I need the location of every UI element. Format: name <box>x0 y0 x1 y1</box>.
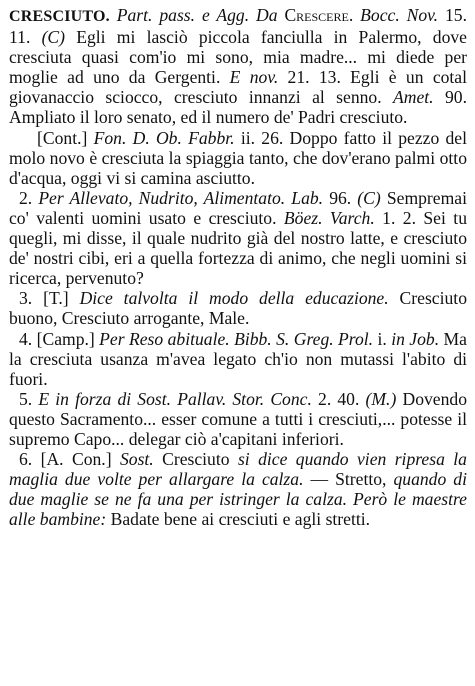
sense-definition: Per Allevato, Nudrito, Alimentato. Lab. <box>38 187 324 208</box>
sense-number: 2. <box>19 187 39 208</box>
entry-paragraph-cont <box>9 128 467 188</box>
root-word: Crescere. <box>284 5 354 25</box>
citation-ref: 96. <box>323 187 358 208</box>
quote-text: 21. 13. Egli è un cotal giovanaccio sciocco, cresciuto innanzi al senno. <box>9 67 468 108</box>
sense-number: 4. [Camp.] <box>19 328 100 349</box>
sense-5 <box>9 389 467 449</box>
citation-mark: (M.) <box>365 388 397 409</box>
citation-mark: (C) <box>357 187 381 208</box>
citation-source: Fon. D. Ob. Fabbr. <box>93 127 235 148</box>
quote-text: Cresciuto <box>153 449 238 470</box>
citation-ref: 2. 40. <box>311 388 366 409</box>
entry-paragraph-main <box>9 5 467 128</box>
citation-mark: (C) <box>41 27 66 48</box>
quote-text: 90. Ampliato il loro senato, ed il numero de' Padri cresciuto. <box>9 87 467 128</box>
sense-definition: Per Reso abituale. Bibb. S. Greg. Prol. <box>99 328 374 349</box>
citation-source: in Job. <box>391 328 440 349</box>
quote-text: Ma la cresciuta usanza m'avea legato ch'io non mutassi l'abito di fuori. <box>9 328 467 389</box>
grammar-label: Part. pass. e Agg. Da <box>116 5 278 25</box>
sense-2 <box>9 188 467 288</box>
sense-definition: E in forza di Sost. Pallav. Stor. Conc. <box>38 388 312 409</box>
citation-source: E nov. <box>229 67 279 88</box>
sense-number: 6. [A. Con.] <box>19 449 120 470</box>
quote-text: ii. 26. Doppo fatto il pezzo del molo novo è cresciuta la spiaggia tanto, che dov'erano palmi otto d'acqua, oggi vi si camina asciutto. <box>9 127 468 188</box>
quote-text: Sempremai co' valenti uomini usato e cresciuto. <box>9 187 467 228</box>
sense-6 <box>9 449 467 529</box>
sense-definition: Dice talvolta il modo della educazione. <box>79 288 389 309</box>
quote-text: 1. 2. Sei tu quegli, mi disse, il quale nudrito già del nostro latte, e cresciuto de' nostri cibi, eri a quella fortezza di animo, che negli uomini si ricerca, pervenuto? <box>9 207 467 289</box>
sense-number: 5. <box>19 388 39 409</box>
quote-text: Dovendo questo Sacramento... esser comune a tutti i cresciuti,... potesse il supremo Capo... delegar ciò a'capitani inferiori. <box>9 388 467 449</box>
citation-source: Bocc. Nov. <box>360 5 439 25</box>
quote-text: Egli mi lasciò piccola fanciulla in Palermo, dove cresciuta quasi com'io mi sono, mia madre... mi diede per moglie ad uno da Gergenti. <box>9 27 467 88</box>
sense-4 <box>9 329 467 389</box>
quote-text: Cresciuto buono, Cresciuto arrogante, Male. <box>9 288 467 329</box>
citation-ref: i. <box>373 328 392 349</box>
citation-ref: 15. 11. <box>9 5 467 48</box>
section-tag: [Cont.] <box>37 127 94 148</box>
headword: CRESCIUTO. <box>9 8 110 25</box>
sense-definition: quando di due maglie se ne fa una per istringer la calza. Però le maestre alle bambine: <box>9 469 467 530</box>
sense-number: 3. [T.] <box>19 288 80 309</box>
sense-definition: si dice quando vien ripresa la maglia due volte per allargare la calza. <box>9 449 467 490</box>
quote-text: Badate bene ai cresciuti e agli stretti. <box>106 509 371 530</box>
citation-source: Amet. <box>393 87 434 108</box>
quote-text: — Stretto, <box>303 469 394 490</box>
sense-3 <box>9 288 467 328</box>
sense-definition: Sost. <box>119 449 154 470</box>
citation-source: Böez. Varch. <box>283 207 375 228</box>
